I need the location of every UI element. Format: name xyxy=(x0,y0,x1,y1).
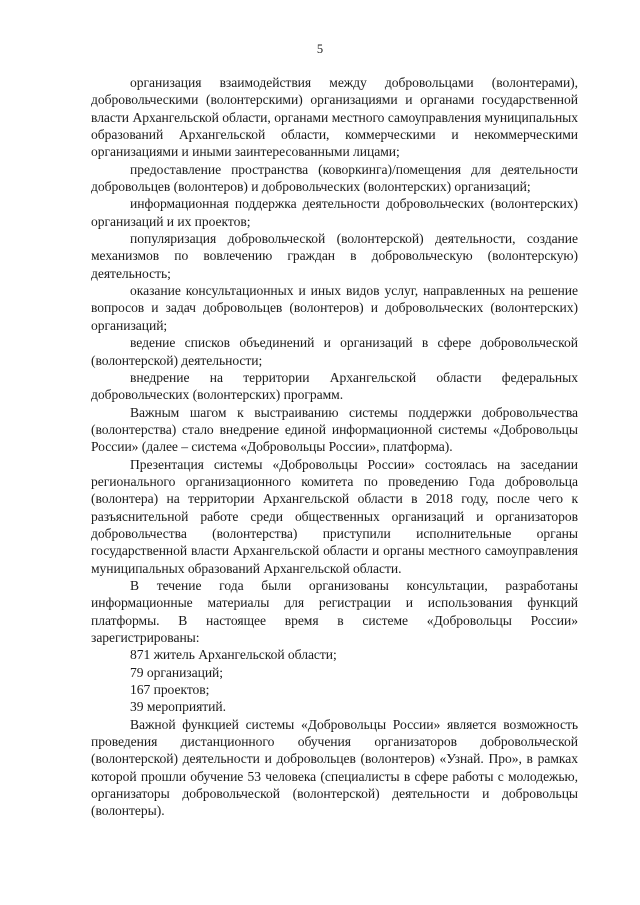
paragraph-consultations: В течение года были организованы консультации, разработаны информационные материалы для регистрации и использования функций платформы. В настоящее время в системе «Добровольцы России» зарегистрированы: xyxy=(91,577,578,645)
document-body xyxy=(91,74,578,820)
paragraph-coordination: организация взаимодействия между добровольцами (волонтерами), добровольческими (волонтерскими) организациями и органами государственной власти Архангельской области, органами местного самоуправления муниципальных образований Архангельской области, коммерческими и некоммерческими организациями и иными заинтересованными лицами; xyxy=(91,75,578,160)
page-number: 5 xyxy=(316,42,324,56)
list-item-projects: 167 проектов; xyxy=(130,682,210,698)
paragraph-platform-intro: Важным шагом к выстраиванию системы поддержки добровольчества (волонтерства) стало внедрение единой информационной системы «Добровольцы России» (далее – система «Добровольцы России», платформа). xyxy=(91,404,578,455)
paragraph-training: Важной функцией системы «Добровольцы России» является возможность проведения дистанционного обучения организаторов добровольческой (волонтерской) деятельности и добровольцев (волонтеров) «Узнай. Про», в рамках которой прошли обучение 53 человека (специалисты в сфере работы с молодежью, организаторы добровольческой (волонтерской) деятельности и добровольцы (волонтеры). xyxy=(91,716,578,819)
paragraph-popularization: популяризация добровольческой (волонтерской) деятельности, создание механизмов по вовлечению граждан в добровольческую (волонтерскую) деятельность; xyxy=(91,231,578,281)
paragraph-registry: ведение списков объединений и организаций в сфере добровольческой (волонтерской) деятельности; xyxy=(91,335,578,368)
paragraph-consulting: оказание консультационных и иных видов услуг, направленных на решение вопросов и задач добровольцев (волонтеров) и добровольческих (волонтерских) организаций; xyxy=(91,283,578,333)
paragraph-federal-programs: внедрение на территории Архангельской области федеральных добровольческих (волонтерских) программ. xyxy=(91,369,578,403)
paragraph-info-support: информационная поддержка деятельности добровольческих (волонтерских) организаций и их проектов; xyxy=(91,196,578,229)
list-item-organizations: 79 организаций; xyxy=(130,664,223,680)
paragraph-presentation: Презентация системы «Добровольцы России» состоялась на заседании регионального организационного комитета по проведению Года добровольца (волонтера) на территории Архангельской области в 2018 году, после чего к разъяснительной работе среди общественных организаций и организаторов добровольчества (волонтерства) приступили исполнительные органы государственной власти Архангельской области и органы местного самоуправления муниципальных образований Архангельской области. xyxy=(91,456,578,576)
list-item-residents: 871 житель Архангельской области; xyxy=(130,647,337,663)
list-item-events: 39 мероприятий. xyxy=(130,699,226,715)
paragraph-coworking: предоставление пространства (коворкинга)/помещения для деятельности добровольцев (волонтеров) и добровольческих (волонтерских) организаций; xyxy=(91,161,578,195)
